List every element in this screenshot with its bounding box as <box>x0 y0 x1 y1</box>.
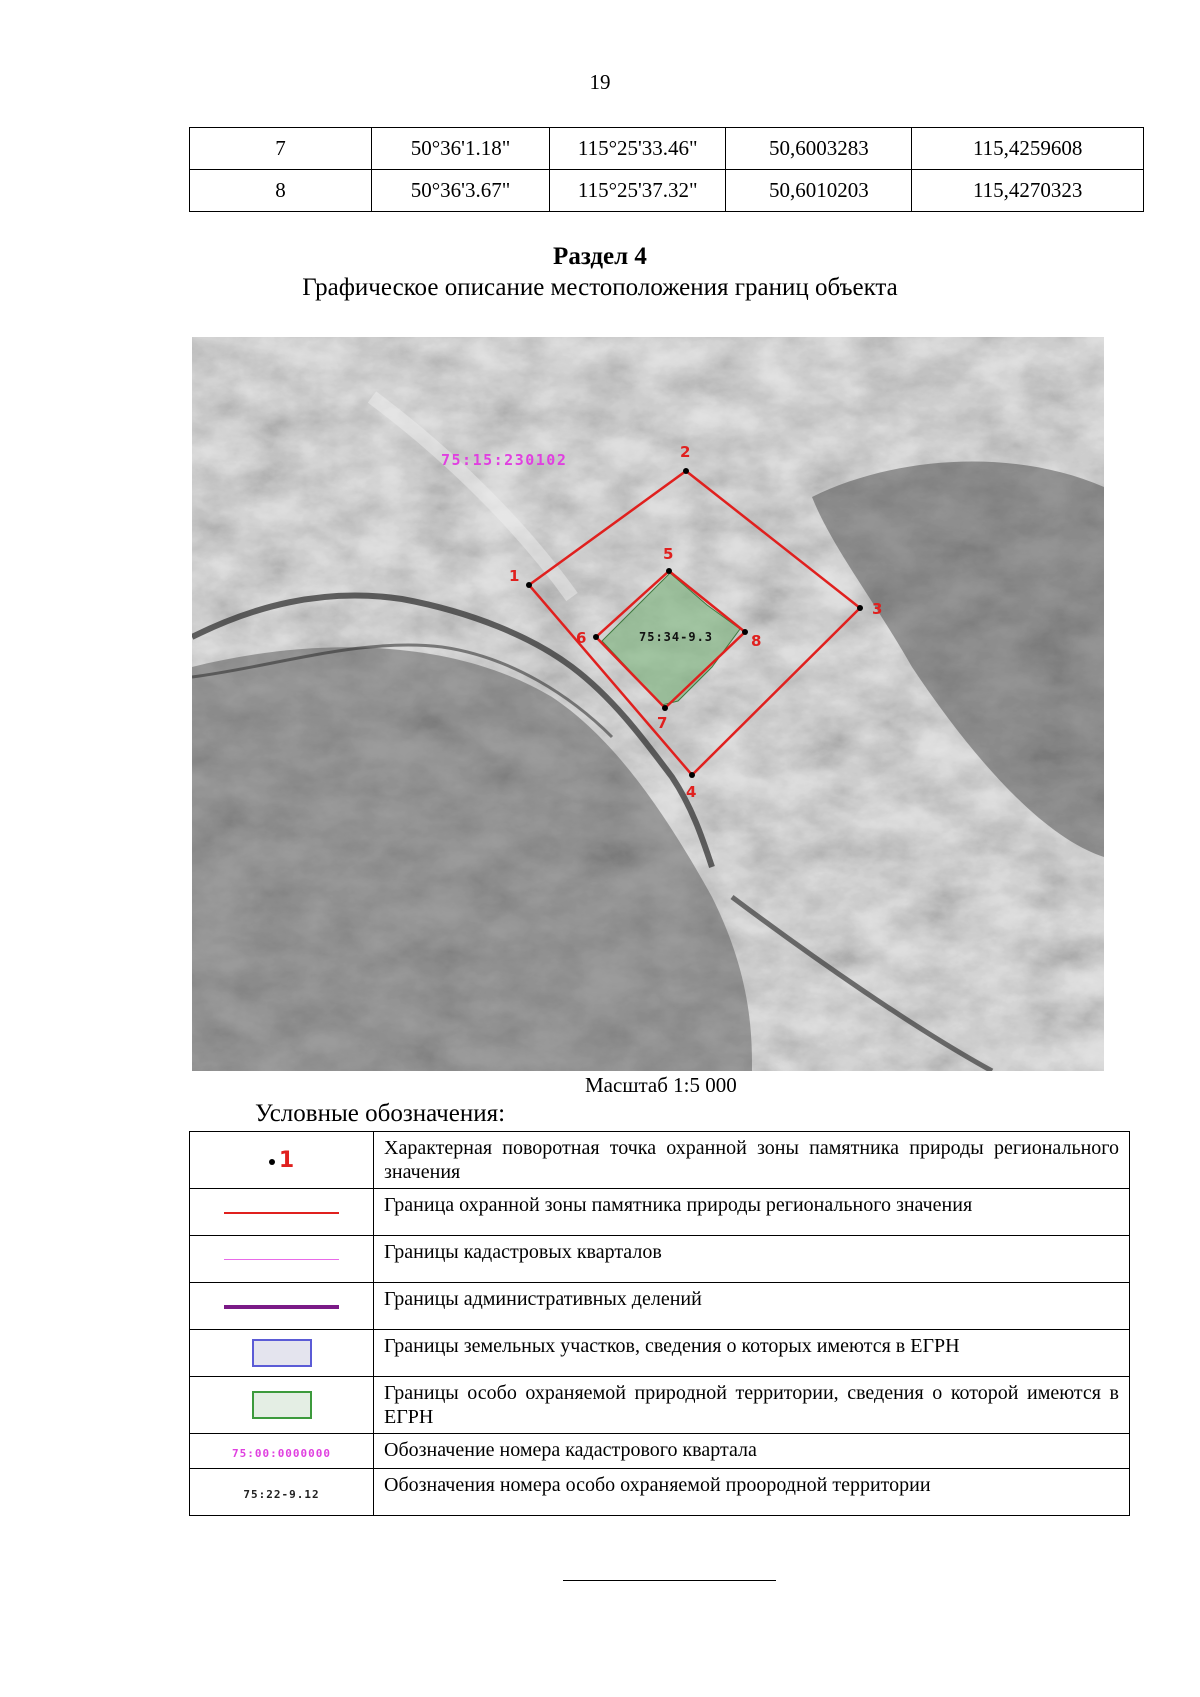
legend-symbol <box>190 1377 374 1434</box>
coordinates-cell-lon-dms: 115°25'33.46" <box>550 128 726 170</box>
page-number: 19 <box>589 70 611 94</box>
point-number-sample: 1 <box>278 1147 295 1173</box>
coordinates-row <box>190 128 1144 170</box>
line-sample-icon <box>224 1212 339 1214</box>
boundary-point-label: 3 <box>872 600 883 618</box>
legend-table <box>189 1131 1130 1516</box>
legend-description: Границы особо охраняемой природной территории, сведения о которой имеются в ЕГРН <box>374 1377 1130 1434</box>
area-sample-icon <box>252 1391 312 1419</box>
legend-symbol <box>190 1189 374 1236</box>
boundary-point-label: 1 <box>509 567 520 585</box>
boundary-point-dot <box>857 605 863 611</box>
legend-symbol <box>190 1132 374 1189</box>
boundary-point-dot <box>593 634 599 640</box>
legend-row <box>190 1469 1130 1516</box>
legend-row <box>190 1236 1130 1283</box>
legend-symbol <box>190 1330 374 1377</box>
footnote-separator <box>563 1580 776 1581</box>
map-scale: Масштаб 1:5 000 <box>585 1073 737 1097</box>
boundary-point-label: 7 <box>657 714 668 732</box>
legend-row <box>190 1283 1130 1330</box>
coordinates-cell-lat-dec: 50,6010203 <box>726 170 912 212</box>
boundary-point-dot <box>526 582 532 588</box>
legend-description: Обозначение номера кадастрового квартала <box>374 1434 1130 1469</box>
label-sample: 75:22-9.12 <box>243 1487 320 1501</box>
legend-description: Граница охранной зоны памятника природы регионального значения <box>374 1189 1130 1236</box>
boundary-point-label: 5 <box>663 545 674 563</box>
coordinates-cell-lat-dms: 50°36'3.67" <box>371 170 549 212</box>
legend-title: Условные обозначения: <box>255 1100 506 1127</box>
boundary-point-dot <box>666 568 672 574</box>
boundary-point-label: 8 <box>751 632 762 650</box>
legend-row <box>190 1330 1130 1377</box>
legend-symbol <box>190 1469 374 1516</box>
coordinates-cell-n: 8 <box>190 170 372 212</box>
coordinates-row <box>190 170 1144 212</box>
legend-row <box>190 1377 1130 1434</box>
legend-symbol <box>190 1283 374 1330</box>
coordinates-cell-lat-dms: 50°36'1.18" <box>371 128 549 170</box>
boundary-point-dot <box>683 468 689 474</box>
boundary-point-dot <box>689 772 695 778</box>
point-dot-icon <box>269 1159 275 1165</box>
boundary-point-label: 4 <box>686 783 697 801</box>
line-sample-icon <box>224 1305 339 1309</box>
coordinates-table <box>189 127 1144 212</box>
coordinates-cell-lon-dec: 115,4270323 <box>912 170 1144 212</box>
coordinates-cell-n: 7 <box>190 128 372 170</box>
label-sample: 75:00:0000000 <box>231 1446 332 1460</box>
boundary-point-label: 6 <box>576 629 587 647</box>
boundary-point-dot <box>662 705 668 711</box>
legend-description: Границы кадастровых кварталов <box>374 1236 1130 1283</box>
legend-description: Границы административных делений <box>374 1283 1130 1330</box>
area-sample-icon <box>252 1339 312 1367</box>
coordinates-cell-lon-dms: 115°25'37.32" <box>550 170 726 212</box>
line-sample-icon <box>224 1259 339 1260</box>
legend-row <box>190 1132 1130 1189</box>
section-subtitle: Графическое описание местоположения границ объекта <box>302 274 898 301</box>
legend-symbol <box>190 1434 374 1469</box>
coordinates-cell-lat-dec: 50,6003283 <box>726 128 912 170</box>
coordinates-cell-lon-dec: 115,4259608 <box>912 128 1144 170</box>
boundary-point-dot <box>742 629 748 635</box>
boundary-point-label: 2 <box>680 443 691 461</box>
satellite-map <box>192 337 1104 1071</box>
legend-description: Характерная поворотная точка охранной зоны памятника природы регионального значения <box>374 1132 1130 1189</box>
section-title: Раздел 4 <box>553 243 647 270</box>
legend-description: Границы земельных участков, сведения о которых имеются в ЕГРН <box>374 1330 1130 1377</box>
legend-row <box>190 1189 1130 1236</box>
cadastral-quarter-label: 75:15:230102 <box>441 451 568 469</box>
protected-area-label: 75:34-9.3 <box>639 630 714 644</box>
legend-description: Обозначения номера особо охраняемой проородной территории <box>374 1469 1130 1516</box>
legend-symbol <box>190 1236 374 1283</box>
legend-row <box>190 1434 1130 1469</box>
